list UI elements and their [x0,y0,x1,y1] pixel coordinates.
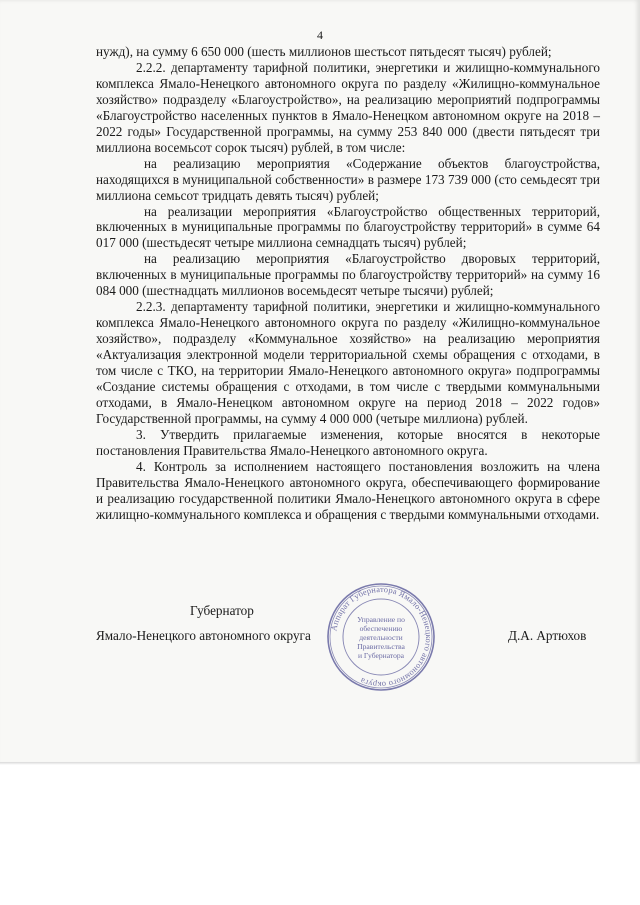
document-body [96,44,600,523]
paragraph-continuation: нужд), на сумму 6 650 000 (шесть миллионов шестьсот пятьдесят тысяч) рублей; [96,44,552,59]
page-number: 4 [317,28,323,42]
seal-icon [326,582,436,692]
paragraph-3: 3. Утвердить прилагаемые изменения, которые вносятся в некоторые постановления Правительства Ямало-Ненецкого автономного округа. [96,426,600,458]
paragraph-2-2-3: 2.2.3. департаменту тарифной политики, энергетики и жилищно-коммунального комплекса Ямало-Ненецкого автономного округа по разделу «Жилищно-коммунальное хозяйство», подразделу «Коммунальное хозяйство» на реализацию мероприятия «Актуализация электронной модели территориальной схемы обращения с отходами, в том числе с ТКО, на территории Ямало-Ненецкого автономного округа» подпрограммы «Создание системы обращения с отходами, в том числе с твердыми коммунальными отходами, в Ямало-Ненецком автономном округе на период 2018 – 2022 годов» Государственной программы, на сумму 4 000 000 (четыре миллиона) рублей. [96,299,600,426]
paragraph-maintenance: на реализацию мероприятия «Содержание объектов благоустройства, находящихся в муниципальной собственности» в размере 173 739 000 (сто семьдесят три миллиона семьсот тридцать девять тысяч) рублей; [96,155,600,203]
seal-ring-text: Аппарат Губернатора Ямало-Ненецкого автономного округа [329,584,434,690]
paragraph-public-territories: на реализации мероприятия «Благоустройство общественных территорий, включенных в муниципальные программы по благоустройству территорий» в сумме 64 017 000 (шестьдесят четыре миллиона семнадцать тысяч) рублей; [96,203,600,251]
paragraph-4: 4. Контроль за исполнением настоящего постановления возложить на члена Правительства Ямало-Ненецкого автономного округа, обеспечивающего формирование и реализацию государственной политики Ямало-Ненецкого автономного округа в сфере жилищно-коммунального комплекса и обращения с твердыми коммунальными отходами. [96,458,600,522]
seal-line-1: Управление по [357,615,405,624]
signature-name: Д.А. Артюхов [508,628,587,643]
seal-line-3: деятельности [359,633,403,642]
signature-region: Ямало-Ненецкого автономного округа [96,628,311,643]
signature-role: Губернатор [190,603,254,618]
official-seal-stamp [326,582,436,692]
page-edge-shadow [0,762,640,765]
paragraph-courtyards: на реализацию мероприятия «Благоустройство дворовых территорий, включенных в муниципальные программы по благоустройству территорий» на сумму 16 084 000 (шестнадцать миллионов восемьдесят четыре тысячи) рублей; [96,251,600,299]
seal-line-4: Правительства [357,642,405,651]
paragraph-2-2-2: 2.2.2. департаменту тарифной политики, энергетики и жилищно-коммунального комплекса Ямало-Ненецкого автономного округа по разделу «Жилищно-коммунальное хозяйство» подразделу «Благоустройство», на реализацию мероприятий подпрограммы «Благоустройство населенных пунктов в Ямало-Ненецком автономном округе на 2018 – 2022 годы» Государственной программы, на сумму 253 840 000 (двести пятьдесят три миллиона восемьсот сорок тысяч) рублей, в том числе: [96,59,600,155]
seal-line-2: обеспечению [359,624,403,633]
seal-line-5: и Губернатора [357,651,405,660]
